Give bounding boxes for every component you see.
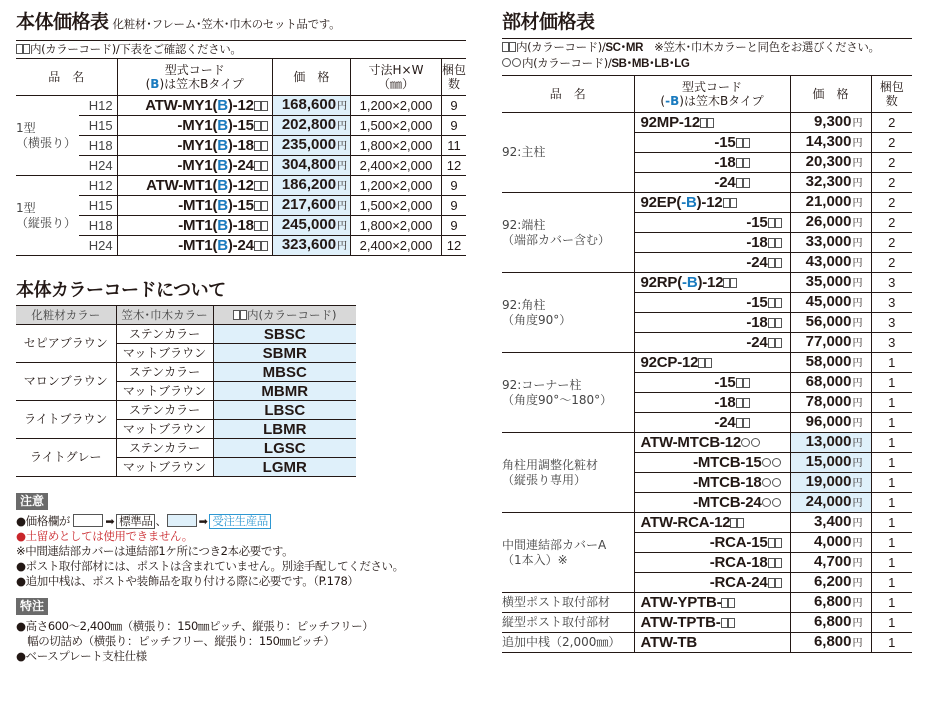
price-cell: 56,000円 — [790, 313, 871, 333]
height-label: H12 — [79, 176, 117, 196]
color-code-square-icon — [736, 178, 743, 188]
price-cell: 235,000円 — [272, 136, 350, 156]
table-row — [16, 156, 466, 176]
price-cell: 3,400円 — [790, 513, 871, 533]
group-name: 92:角柱 （角度90°） — [502, 273, 634, 353]
color-code-square-icon — [768, 218, 775, 228]
table-row — [16, 136, 466, 156]
model-code: 92CP-12 — [634, 353, 790, 373]
header-pack: 梱包 数 — [871, 76, 912, 113]
color-code-square-icon — [775, 558, 782, 568]
pack-count: 1 — [871, 533, 912, 553]
cap-color: マットブラウン — [116, 382, 213, 401]
body-price-title: 本体価格表 — [16, 11, 109, 33]
price-cell: 19,000円 — [790, 473, 871, 493]
model-code: -MY1(B)-15 — [117, 116, 272, 136]
group-name: 1型 （横張り） — [16, 96, 79, 176]
pack-count: 2 — [871, 133, 912, 153]
product-name: 縦型ポスト取付部材 — [502, 613, 634, 633]
color-code-square-icon — [261, 141, 268, 151]
parts-note-1: 内(カラーコード)/SC･MR ※笠木･巾木カラーと同色をお選びください。 — [502, 40, 912, 56]
color-code-square-icon — [736, 418, 743, 428]
pack-count: 1 — [871, 513, 912, 533]
color-code-circle-icon — [772, 478, 781, 487]
table-row — [502, 593, 912, 613]
color-code-square-icon — [721, 618, 728, 628]
model-code: ATW-YPTB- — [634, 593, 790, 613]
pack-count: 2 — [871, 153, 912, 173]
color-code-square-icon — [768, 338, 775, 348]
size-cell: 2,400×2,000 — [351, 156, 442, 176]
color-code-square-icon — [707, 118, 714, 128]
pack-count: 2 — [871, 193, 912, 213]
color-code: MBMR — [213, 382, 356, 401]
group-name: 角柱用調整化粧材 （縦張り専用） — [502, 433, 634, 513]
price-cell: 21,000円 — [790, 193, 871, 213]
color-code-square-icon — [775, 538, 782, 548]
size-cell: 1,200×2,000 — [351, 96, 442, 116]
color-code: MBSC — [213, 363, 356, 382]
cap-color: ステンカラー — [116, 325, 213, 344]
table-row — [502, 433, 912, 453]
pack-count: 1 — [871, 433, 912, 453]
price-cell: 202,800円 — [272, 116, 350, 136]
finish-color: ライトグレー — [16, 439, 116, 477]
model-code: 92MP-12 — [634, 113, 790, 133]
color-code-square-icon — [261, 101, 268, 111]
color-code-square-icon — [254, 121, 261, 131]
pack-count: 3 — [871, 333, 912, 353]
color-code-square-icon — [775, 338, 782, 348]
color-code-square-icon — [16, 44, 23, 54]
height-label: H15 — [79, 196, 117, 216]
parts-price-title: 部材価格表 — [502, 11, 595, 33]
table-row — [16, 96, 466, 116]
model-code: -15 — [634, 213, 790, 233]
color-code-square-icon — [743, 418, 750, 428]
color-code-square-icon — [705, 358, 712, 368]
price-cell: 45,000円 — [790, 293, 871, 313]
price-cell: 68,000円 — [790, 373, 871, 393]
model-code: -24 — [634, 253, 790, 273]
table-row — [16, 325, 356, 344]
color-code-circle-icon — [751, 438, 760, 447]
color-code-square-icon — [743, 398, 750, 408]
color-code: LGMR — [213, 458, 356, 477]
pack-count: 2 — [871, 173, 912, 193]
body-price-table — [16, 58, 466, 256]
blue-box-icon — [167, 514, 197, 527]
color-code: LGSC — [213, 439, 356, 458]
table-row — [16, 236, 466, 256]
color-code-circle-icon — [772, 458, 781, 467]
color-code-square-icon — [768, 558, 775, 568]
model-code: -24 — [634, 413, 790, 433]
price-cell: 6,800円 — [790, 613, 871, 633]
size-cell: 1,200×2,000 — [351, 176, 442, 196]
height-label: H18 — [79, 216, 117, 236]
model-code: -24 — [634, 333, 790, 353]
model-code: -MT1(B)-18 — [117, 216, 272, 236]
cap-color: ステンカラー — [116, 401, 213, 420]
model-code: -RCA-15 — [634, 533, 790, 553]
price-cell: 6,800円 — [790, 633, 871, 653]
header-color-code: 内(カラーコード) — [213, 306, 356, 325]
color-code-square-icon — [698, 358, 705, 368]
height-label: H18 — [79, 136, 117, 156]
color-code-square-icon — [254, 181, 261, 191]
color-code-square-icon — [700, 118, 707, 128]
model-code: ATW-MT1(B)-12 — [117, 176, 272, 196]
group-name: 92:コーナー柱 （角度90°～180°） — [502, 353, 634, 433]
price-legend: ●価格欄が ➡ 標準品 、 ➡ 受注生産品 — [16, 514, 466, 529]
cap-color: ステンカラー — [116, 363, 213, 382]
color-code-square-icon — [254, 161, 261, 171]
price-cell: 20,300円 — [790, 153, 871, 173]
color-code-square-icon — [736, 158, 743, 168]
table-row — [502, 633, 912, 653]
caution-line: ●追加中桟は、ポストや装飾品を取り付ける際に必要です。（P.178） — [16, 574, 359, 588]
special-order-badge: 特注 — [16, 598, 48, 615]
color-code-square-icon — [768, 258, 775, 268]
arrow-right-icon: ➡ — [198, 515, 208, 528]
color-code-square-icon — [254, 241, 261, 251]
color-code-square-icon — [730, 278, 737, 288]
pack-count: 2 — [871, 113, 912, 133]
model-code: -15 — [634, 133, 790, 153]
header-model-code: 型式コード (-B)は笠木Bタイプ — [634, 76, 790, 113]
group-name: 92:端柱 （端部カバー含む） — [502, 193, 634, 273]
price-cell: 245,000円 — [272, 216, 350, 236]
color-code-square-icon — [728, 598, 735, 608]
height-label: H12 — [79, 96, 117, 116]
table-row — [502, 113, 912, 133]
pack-count: 1 — [871, 493, 912, 513]
color-code-square-icon — [736, 138, 743, 148]
body-price-note: 内(カラーコード)/下表をご確認ください。 — [16, 40, 466, 57]
color-code-square-icon — [261, 201, 268, 211]
header-size: 寸法H×W （㎜） — [351, 59, 442, 96]
pack-count: 1 — [871, 373, 912, 393]
pack-count: 3 — [871, 273, 912, 293]
pack-count: 1 — [871, 613, 912, 633]
color-code-circle-icon — [772, 498, 781, 507]
price-cell: 43,000円 — [790, 253, 871, 273]
price-cell: 217,600円 — [272, 196, 350, 216]
color-code-square-icon — [736, 378, 743, 388]
header-cap-color: 笠木･巾木カラー — [116, 306, 213, 325]
price-cell: 168,600円 — [272, 96, 350, 116]
price-cell: 14,300円 — [790, 133, 871, 153]
caution-line: ●ポスト取付部材には、ポストは含まれていません。別途手配してください。 — [16, 559, 404, 573]
finish-color: マロンブラウン — [16, 363, 116, 401]
table-row — [16, 363, 356, 382]
color-code-square-icon — [261, 161, 268, 171]
group-name: 92:主柱 — [502, 113, 634, 193]
price-cell: 6,200円 — [790, 573, 871, 593]
pack-count: 1 — [871, 413, 912, 433]
color-code-square-icon — [768, 578, 775, 588]
table-row — [16, 116, 466, 136]
table-row — [16, 216, 466, 236]
size-cell: 1,500×2,000 — [351, 196, 442, 216]
model-code: -RCA-18 — [634, 553, 790, 573]
table-row — [502, 273, 912, 293]
table-row — [502, 513, 912, 533]
model-code: ATW-MY1(B)-12 — [117, 96, 272, 116]
header-product-name: 品 名 — [502, 76, 634, 113]
caution-section — [16, 490, 466, 589]
price-cell: 304,800円 — [272, 156, 350, 176]
product-name: 横型ポスト取付部材 — [502, 593, 634, 613]
finish-color: セピアブラウン — [16, 325, 116, 363]
price-cell: 33,000円 — [790, 233, 871, 253]
model-code: -15 — [634, 373, 790, 393]
pack-count: 1 — [871, 593, 912, 613]
color-code-square-icon — [775, 218, 782, 228]
color-code-square-icon — [730, 518, 737, 528]
price-cell: 24,000円 — [790, 493, 871, 513]
pack-count: 1 — [871, 553, 912, 573]
caution-line: ●土留めとしては使用できません。 — [16, 529, 193, 543]
color-code-square-icon — [261, 121, 268, 131]
pack-count: 9 — [441, 116, 466, 136]
finish-color: ライトブラウン — [16, 401, 116, 439]
color-code-circle-icon — [741, 438, 750, 447]
color-code-table — [16, 305, 356, 477]
header-product-name: 品 名 — [16, 59, 117, 96]
group-name: 中間連結部カバーA （1本入）※ — [502, 513, 634, 593]
model-code: 92EP(-B)-12 — [634, 193, 790, 213]
white-box-icon — [73, 514, 103, 527]
price-cell: 4,000円 — [790, 533, 871, 553]
model-code: -MY1(B)-24 — [117, 156, 272, 176]
price-cell: 78,000円 — [790, 393, 871, 413]
color-code-square-icon — [768, 318, 775, 328]
model-code: -18 — [634, 153, 790, 173]
size-cell: 1,800×2,000 — [351, 216, 442, 236]
pack-count: 9 — [441, 196, 466, 216]
price-cell: 13,000円 — [790, 433, 871, 453]
pack-count: 1 — [871, 393, 912, 413]
color-code-circle-icon — [762, 498, 771, 507]
cap-color: マットブラウン — [116, 458, 213, 477]
table-row — [502, 613, 912, 633]
color-code-heading: 本体カラーコードについて — [16, 280, 226, 301]
color-code-circle-icon — [762, 478, 771, 487]
caution-line: ※中間連結部カバーは連結部1ケ所につき2本必要です。 — [16, 544, 294, 558]
color-code: SBSC — [213, 325, 356, 344]
pack-count: 1 — [871, 353, 912, 373]
color-code-square-icon — [723, 198, 730, 208]
right-column — [502, 0, 912, 653]
body-price-heading — [16, 11, 466, 35]
cap-color: ステンカラー — [116, 439, 213, 458]
model-code: ATW-MTCB-12 — [634, 433, 790, 453]
made-to-order-tag: 受注生産品 — [209, 514, 271, 529]
color-code-square-icon — [768, 298, 775, 308]
special-order-line: 幅の切詰め（横張り：ピッチフリー、縦張り：150㎜ピッチ） — [16, 634, 335, 648]
color-code-square-icon — [261, 221, 268, 231]
color-code-square-icon — [723, 278, 730, 288]
color-code-circle-icon — [762, 458, 771, 467]
color-code-square-icon — [721, 598, 728, 608]
color-code-square-icon — [254, 221, 261, 231]
color-code: LBMR — [213, 420, 356, 439]
color-code-square-icon — [254, 101, 261, 111]
height-label: H24 — [79, 236, 117, 256]
color-code-square-icon — [254, 201, 261, 211]
color-code-square-icon — [775, 298, 782, 308]
model-code: -MTCB-18 — [634, 473, 790, 493]
price-cell: 26,000円 — [790, 213, 871, 233]
color-code-square-icon — [743, 178, 750, 188]
pack-count: 12 — [441, 236, 466, 256]
model-code: -15 — [634, 293, 790, 313]
price-cell: 186,200円 — [272, 176, 350, 196]
table-row — [16, 176, 466, 196]
pack-count: 9 — [441, 176, 466, 196]
color-code-square-icon — [730, 198, 737, 208]
header-pack: 梱包 数 — [441, 59, 466, 96]
color-code-square-icon — [743, 158, 750, 168]
color-code-square-icon — [737, 518, 744, 528]
color-code-square-icon — [768, 238, 775, 248]
size-cell: 2,400×2,000 — [351, 236, 442, 256]
color-code-square-icon — [768, 538, 775, 548]
parts-price-table — [502, 75, 912, 653]
group-name: 1型 （縦張り） — [16, 176, 79, 256]
special-order-line: ●高さ600～2,400㎜（横張り：150㎜ピッチ、縦張り：ピッチフリー） — [16, 619, 374, 633]
pack-count: 1 — [871, 633, 912, 653]
color-code-square-icon — [254, 141, 261, 151]
price-cell: 15,000円 — [790, 453, 871, 473]
color-code-square-icon — [23, 44, 30, 54]
header-price: 価 格 — [790, 76, 871, 113]
model-code: -RCA-24 — [634, 573, 790, 593]
pack-count: 12 — [441, 156, 466, 176]
model-code: -18 — [634, 393, 790, 413]
color-code-square-icon — [736, 398, 743, 408]
color-code-square-icon — [775, 238, 782, 248]
color-code-square-icon — [743, 378, 750, 388]
cap-color: マットブラウン — [116, 420, 213, 439]
special-order-line: ●ベースプレート支柱仕様 — [16, 649, 147, 663]
color-code-square-icon — [775, 318, 782, 328]
size-cell: 1,500×2,000 — [351, 116, 442, 136]
price-cell: 77,000円 — [790, 333, 871, 353]
model-code: -MTCB-15 — [634, 453, 790, 473]
model-code: 92RP(-B)-12 — [634, 273, 790, 293]
color-code-square-icon — [775, 578, 782, 588]
pack-count: 2 — [871, 213, 912, 233]
height-label: H15 — [79, 116, 117, 136]
pack-count: 9 — [441, 96, 466, 116]
model-code: ATW-RCA-12 — [634, 513, 790, 533]
cap-color: マットブラウン — [116, 344, 213, 363]
model-code: -24 — [634, 173, 790, 193]
color-code-square-icon — [775, 258, 782, 268]
table-row — [502, 353, 912, 373]
special-order-section — [16, 595, 466, 664]
height-label: H24 — [79, 156, 117, 176]
price-cell: 58,000円 — [790, 353, 871, 373]
price-cell: 9,300円 — [790, 113, 871, 133]
arrow-right-icon: ➡ — [105, 515, 115, 528]
table-row — [16, 196, 466, 216]
product-name: 追加中桟（2,000㎜） — [502, 633, 634, 653]
price-cell: 35,000円 — [790, 273, 871, 293]
pack-count: 3 — [871, 293, 912, 313]
header-finish-color: 化粧材カラー — [16, 306, 116, 325]
caution-badge: 注意 — [16, 493, 48, 510]
left-column — [16, 0, 466, 664]
color-code-square-icon — [261, 181, 268, 191]
price-cell: 32,300円 — [790, 173, 871, 193]
model-code: ATW-TPTB- — [634, 613, 790, 633]
color-code: SBMR — [213, 344, 356, 363]
color-code-square-icon — [261, 241, 268, 251]
pack-count: 1 — [871, 473, 912, 493]
pack-count: 2 — [871, 253, 912, 273]
pack-count: 2 — [871, 233, 912, 253]
standard-item-tag: 標準品 — [116, 514, 155, 529]
color-code: LBSC — [213, 401, 356, 420]
color-code-square-icon — [743, 138, 750, 148]
size-cell: 1,800×2,000 — [351, 136, 442, 156]
model-code: ATW-TB — [634, 633, 790, 653]
parts-note-2: 内(カラーコード)/SB･MB･LB･LG — [502, 56, 912, 72]
color-code-square-icon — [728, 618, 735, 628]
header-model-code: 型式コード (B)は笠木Bタイプ — [117, 59, 272, 96]
table-row — [502, 193, 912, 213]
table-row — [16, 439, 356, 458]
price-cell: 323,600円 — [272, 236, 350, 256]
price-cell: 4,700円 — [790, 553, 871, 573]
model-code: -MY1(B)-18 — [117, 136, 272, 156]
model-code: -18 — [634, 313, 790, 333]
pack-count: 3 — [871, 313, 912, 333]
pack-count: 1 — [871, 573, 912, 593]
pack-count: 9 — [441, 216, 466, 236]
price-cell: 96,000円 — [790, 413, 871, 433]
price-cell: 6,800円 — [790, 593, 871, 613]
body-price-subtitle: 化粧材･フレーム･笠木･巾木のセット品です。 — [112, 17, 341, 31]
pack-count: 11 — [441, 136, 466, 156]
header-price: 価 格 — [272, 59, 350, 96]
table-row — [16, 401, 356, 420]
model-code: -MT1(B)-15 — [117, 196, 272, 216]
model-code: -18 — [634, 233, 790, 253]
pack-count: 1 — [871, 453, 912, 473]
model-code: -MTCB-24 — [634, 493, 790, 513]
model-code: -MT1(B)-24 — [117, 236, 272, 256]
